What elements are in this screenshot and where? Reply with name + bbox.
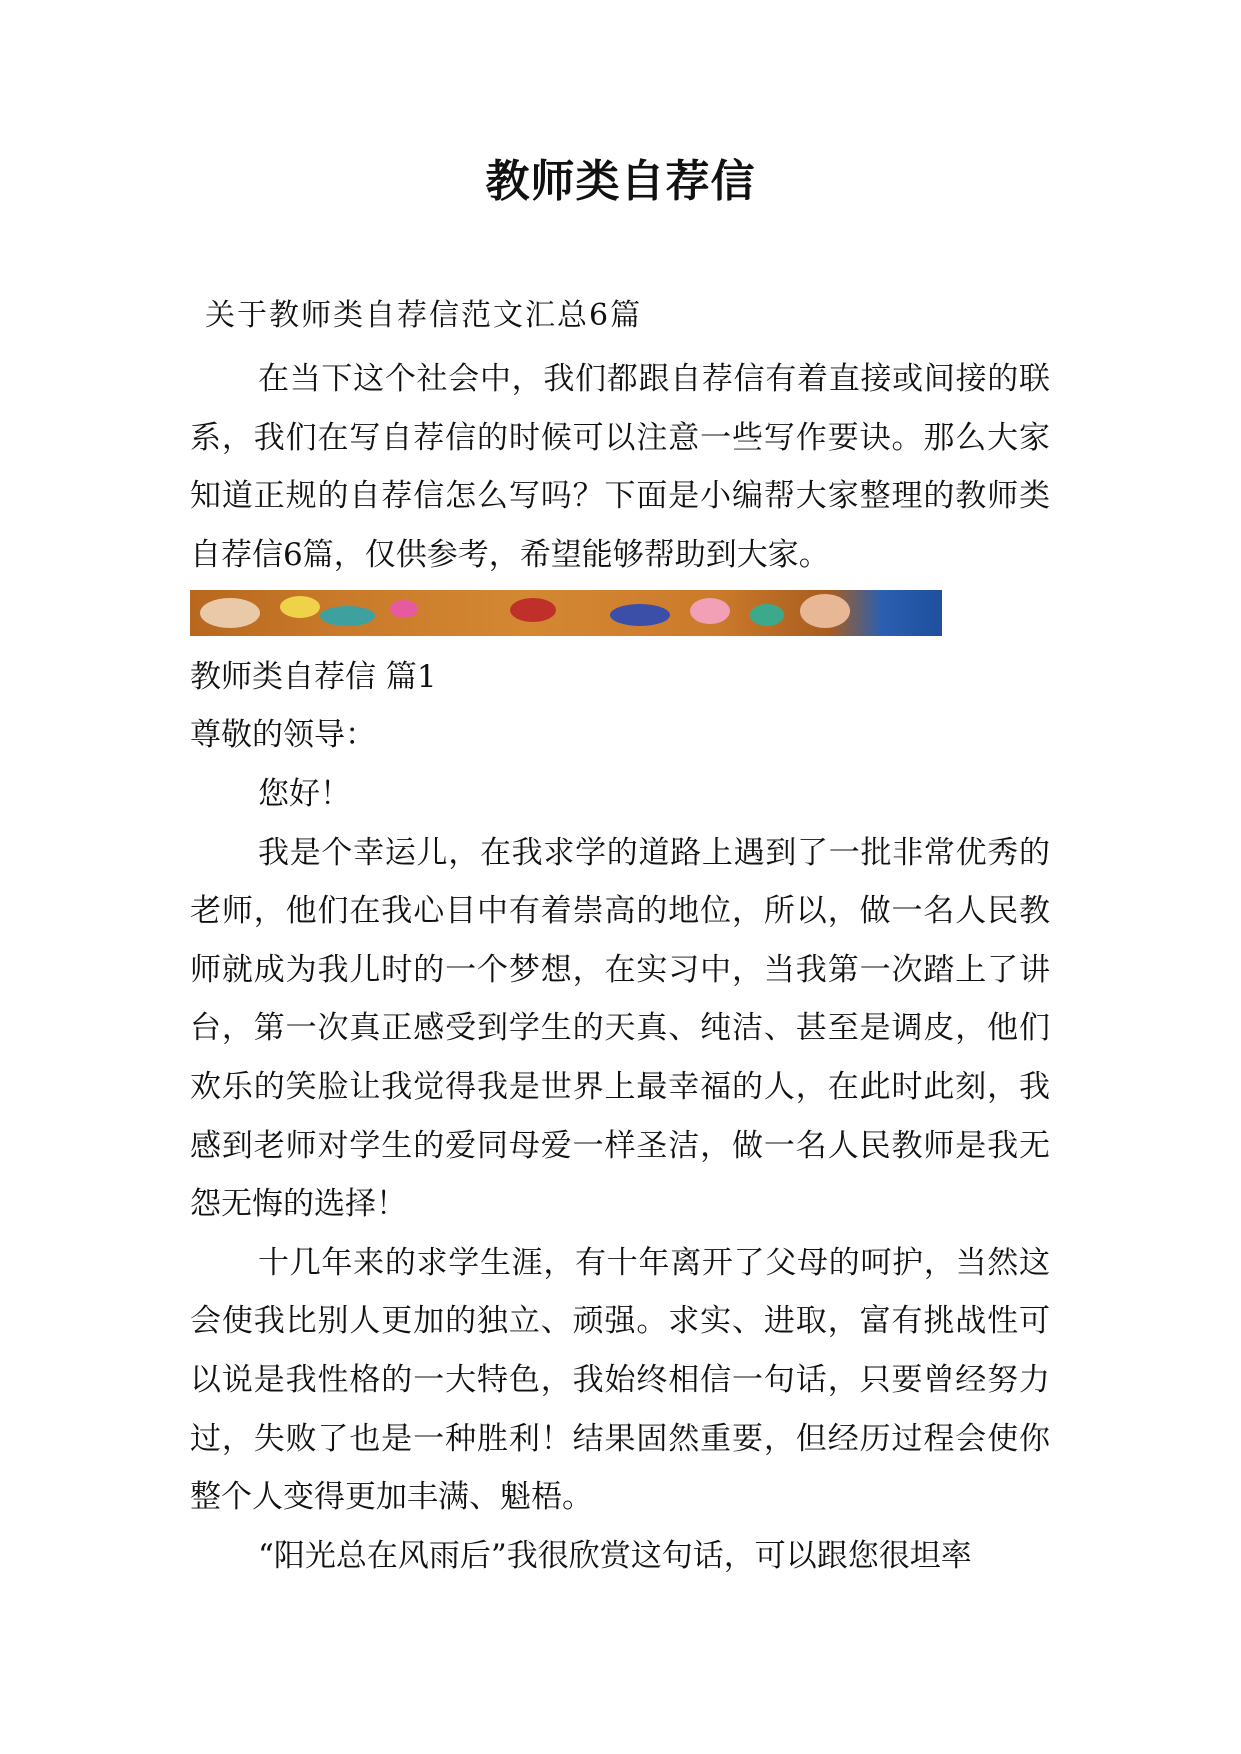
banner-toy-shape <box>200 598 260 628</box>
banner-toy-shape <box>750 604 784 626</box>
document-subtitle: 关于教师类自荐信范文汇总6篇 <box>205 298 643 333</box>
intro-paragraph: 在当下这个社会中，我们都跟自荐信有着直接或间接的联系，我们在写自荐信的时候可以注意一些写作要诀。那么大家知道正规的自荐信怎么写吗？下面是小编帮大家整理的教师类自荐信6篇，仅供参考，希望能够帮助到大家。 <box>190 361 1050 573</box>
banner-toy-shape <box>320 606 375 626</box>
body-paragraph: 我是个幸运儿，在我求学的道路上遇到了一批非常优秀的老师，他们在我心目中有着崇高的地位，所以，做一名人民教师就成为我儿时的一个梦想，在实习中，当我第一次踏上了讲台，第一次真正感受到学生的天真、纯洁、甚至是调皮，他们欢乐的笑脸让我觉得我是世界上最幸福的人，在此时此刻，我感到老师对学生的爱同母爱一样圣洁，做一名人民教师是我无怨无悔的选择！ <box>190 834 1050 1223</box>
banner-toy-shape <box>390 600 418 618</box>
greeting: 您好！ <box>258 775 351 812</box>
banner-toy-shape <box>800 594 850 628</box>
banner-toy-shape <box>610 604 670 626</box>
document-body <box>190 350 1050 1585</box>
body-paragraph: 十几年来的求学生涯，有十年离开了父母的呵护，当然这会使我比别人更加的独立、顽强。求实、进取，富有挑战性可以说是我性格的一大特色，我始终相信一句话，只要曾经努力过，失败了也是一种胜利！结果固然重要，但经历过程会使你整个人变得更加丰满、魁梧。 <box>190 1244 1050 1516</box>
banner-toy-shape <box>280 596 320 618</box>
banner-toy-shape <box>690 598 730 624</box>
banner-image <box>190 590 942 636</box>
body-paragraph: “阳光总在风雨后”我很欣赏这句话，可以跟您很坦率 <box>258 1537 972 1574</box>
section-heading: 教师类自荐信 篇1 <box>190 659 437 696</box>
salutation: 尊敬的领导： <box>190 717 376 754</box>
banner-toy-shape <box>510 598 556 622</box>
document-title: 教师类自荐信 <box>485 156 756 207</box>
